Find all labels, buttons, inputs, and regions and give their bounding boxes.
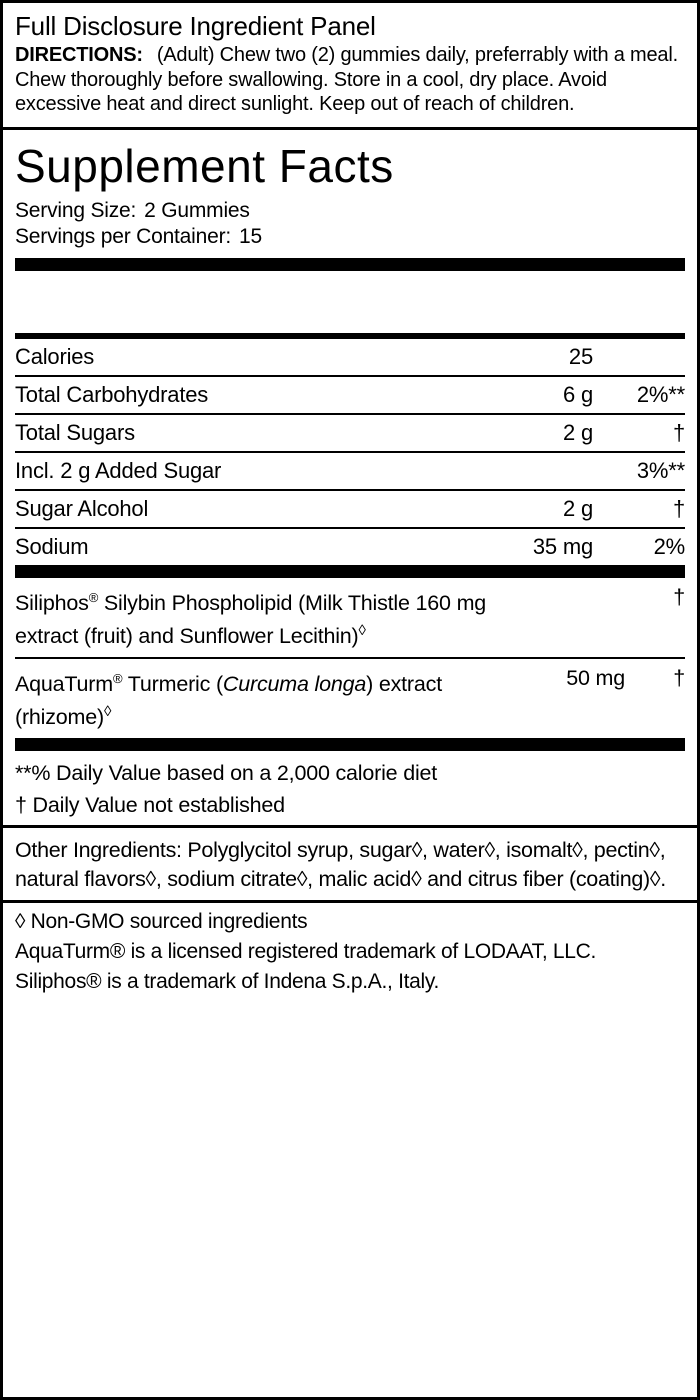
header-block — [3, 3, 697, 130]
directions-text — [15, 43, 685, 117]
nutrient-name: Total Carbohydrates — [15, 376, 473, 414]
servings-per-container-row — [15, 224, 685, 250]
directions-body: (Adult) Chew two (2) gummies daily, preferrably with a meal. Chew thoroughly before swallowing. Store in a cool, dry place. Avoid excessive heat and direct sunlight. Keep out of reach of children. — [15, 44, 678, 115]
other-ingredients-block — [3, 825, 697, 900]
ingredient-amount — [515, 578, 625, 658]
ingredient-name: Siliphos® Silybin Phospholipid (Milk Thistle 160 mg extract (fruit) and Sunflower Lecithin)◊ — [15, 578, 515, 658]
footnote-not-established: † Daily Value not established — [15, 793, 285, 818]
directions-label: DIRECTIONS: — [15, 44, 143, 66]
supplement-facts-block — [3, 138, 697, 826]
trademark-siliphos: Siliphos® is a trademark of Indena S.p.A., Italy. — [15, 970, 440, 994]
nutrient-dv: 3%** — [593, 452, 685, 490]
legal-block — [3, 900, 697, 997]
table-row — [15, 339, 685, 376]
table-row — [15, 376, 685, 414]
nutrient-name: Sodium — [15, 533, 89, 559]
table-row — [15, 452, 685, 490]
nutrient-name: Incl. 2 g Added Sugar — [15, 452, 473, 490]
table-row — [15, 658, 685, 738]
table-row — [15, 414, 685, 452]
divider-thick-top — [15, 258, 685, 271]
nutrient-dv — [593, 339, 685, 376]
servings-value: 15 — [239, 224, 262, 248]
nutrient-amount: 2 g — [473, 414, 593, 452]
nutrient-amount: 6 g — [473, 376, 593, 414]
ingredient-table — [15, 578, 685, 739]
other-ingredients-text: Polyglycitol syrup, sugar◊, water◊, isomalt◊, pectin◊, natural flavors◊, sodium citrate◊, malic acid◊ and citrus fiber (coating)◊. — [15, 838, 666, 892]
non-gmo-note: ◊ Non-GMO sourced ingredients — [15, 910, 308, 934]
table-row — [15, 528, 685, 565]
footnote-daily-value: **% Daily Value based on a 2,000 calorie diet — [15, 761, 438, 786]
nutrient-amount: 25 — [473, 339, 593, 376]
ingredient-dv: † — [673, 665, 685, 690]
spacer-block — [15, 271, 685, 333]
nutrient-name: Sugar Alcohol — [15, 490, 473, 528]
nutrient-name: Total Sugars — [15, 414, 473, 452]
footnotes-block — [15, 751, 685, 825]
divider-thick-bottom — [15, 738, 685, 751]
page-title: Full Disclosure Ingredient Panel — [15, 11, 376, 41]
nutrient-name: Calories — [15, 339, 473, 376]
nutrient-amount: 2 g — [473, 490, 593, 528]
nutrient-dv: † — [593, 414, 685, 452]
nutrient-dv: † — [593, 490, 685, 528]
nutrient-dv: 2% — [653, 533, 685, 559]
nutrient-dv: 2%** — [593, 376, 685, 414]
serving-size-row — [15, 198, 685, 224]
nutrient-amount — [473, 452, 593, 490]
trademark-aquaturm: AquaTurm® is a licensed registered trademark of LODAAT, LLC. — [15, 940, 597, 964]
divider-thick-middle — [15, 565, 685, 578]
table-row — [15, 490, 685, 528]
other-ingredients-label: Other Ingredients: — [15, 838, 182, 863]
servings-label: Servings per Container: — [15, 224, 232, 248]
serving-size-value: 2 Gummies — [144, 198, 250, 222]
ingredient-amount: 50 mg — [566, 665, 625, 690]
ingredient-name: AquaTurm® Turmeric (Curcuma longa) extract (rhizome)◊ — [15, 670, 442, 730]
table-row — [15, 578, 685, 658]
ingredient-dv: † — [625, 578, 685, 658]
nutrient-amount: 35 mg — [532, 533, 593, 559]
nutrition-table — [15, 339, 685, 565]
supplement-facts-title: Supplement Facts — [15, 139, 394, 192]
serving-size-label: Serving Size: — [15, 198, 137, 222]
